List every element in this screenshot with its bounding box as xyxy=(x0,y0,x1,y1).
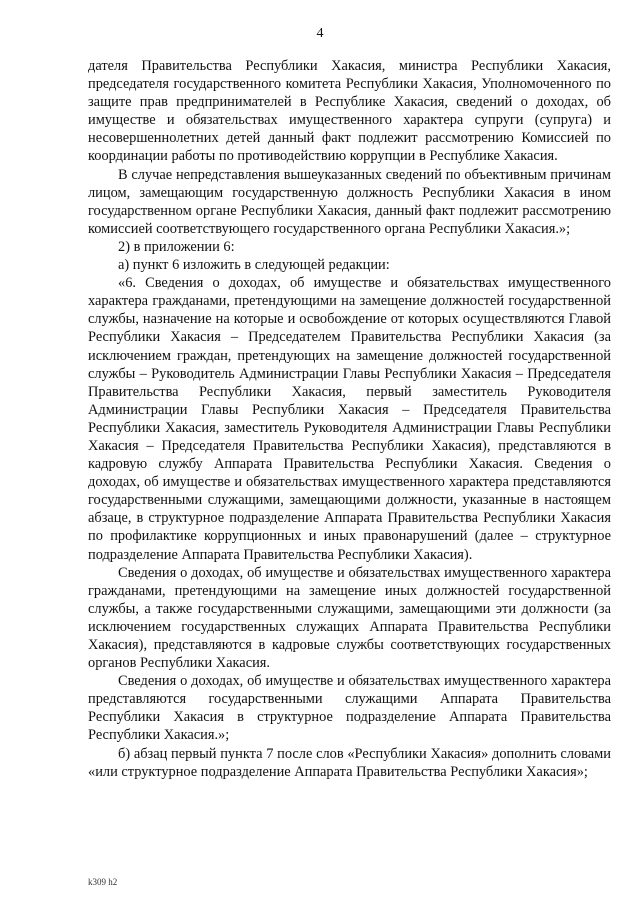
paragraph-2: В случае непредставления вышеуказанных сведений по объективным причинам лицом, замещающим государственную должность Республики Хакасия в ином государственном органе Республики Хакасия, данный факт подлежит рассмотрению комиссией соответствующего государственного органа Республики Хакасия.»; xyxy=(88,166,611,237)
footer-code: k309 h2 xyxy=(88,877,118,887)
paragraph-7: Сведения о доходах, об имуществе и обязательствах имущественного характера представляются государственными служащими Аппарата Правительства Республики Хакасия в структурное подразделение Аппарата Правительства Республики Хакасия.»; xyxy=(88,673,611,744)
page-number: 4 xyxy=(316,26,324,41)
paragraph-8: б) абзац первый пункта 7 после слов «Республики Хакасия» дополнить словами «или структурное подразделение Аппарата Правительства Республики Хакасия»; xyxy=(88,745,611,780)
paragraph-3: 2) в приложении 6: xyxy=(118,238,235,255)
paragraph-5: «6. Сведения о доходах, об имуществе и обязательствах имущественного характера гражданами, претендующими на замещение должностей государственной службы, назначение на которые и освобождение от которых осуществляются Главой Республики Хакасия – Председателем Правительства Республики Хакасия (за исключением граждан, претендующих на замещение должностей государственной службы – Руководитель Администрации Главы Республики Хакасия – Председателя Правительства Республики Хакасия, первый заместитель Руководителя Администрации Главы Республики Хакасия – Председателя Правительства Республики Хакасия, заместитель Руководителя Администрации Главы Республики Хакасия – Председателя Правительства Республики Хакасия), представляются в кадровую службу Аппарата Правительства Республики Хакасия. Сведения о доходах, об имуществе и обязательствах имущественного характера представляются государственными служащими, замещающими должности, указанные в настоящем абзаце, в структурное подразделение Аппарата Правительства Республики Хакасия по профилактике коррупционных и иных правонарушений (далее – структурное подразделение Аппарата Правительства Республики Хакасия). xyxy=(88,275,611,563)
paragraph-4: а) пункт 6 изложить в следующей редакции: xyxy=(118,257,390,274)
paragraph-1: дателя Правительства Республики Хакасия, министра Республики Хакасия, председателя государственного комитета Республики Хакасия, Уполномоченного по защите прав предпринимателей в Республике Хакасия, сведений о доходах, об имуществе и обязательствах имущественного характера супруги (супруга) и несовершеннолетних детей данный факт подлежит рассмотрению Комиссией по координации работы по противодействию коррупции в Республике Хакасия. xyxy=(88,58,611,165)
document-body xyxy=(88,57,611,781)
paragraph-6: Сведения о доходах, об имуществе и обязательствах имущественного характера гражданами, претендующими на замещение иных должностей государственной службы, а также государственными служащими, замещающими эти должности (за исключением государственных служащих Аппарата Правительства Республики Хакасия), представляются в кадровые службы соответствующих государственных органов Республики Хакасия. xyxy=(88,564,611,672)
